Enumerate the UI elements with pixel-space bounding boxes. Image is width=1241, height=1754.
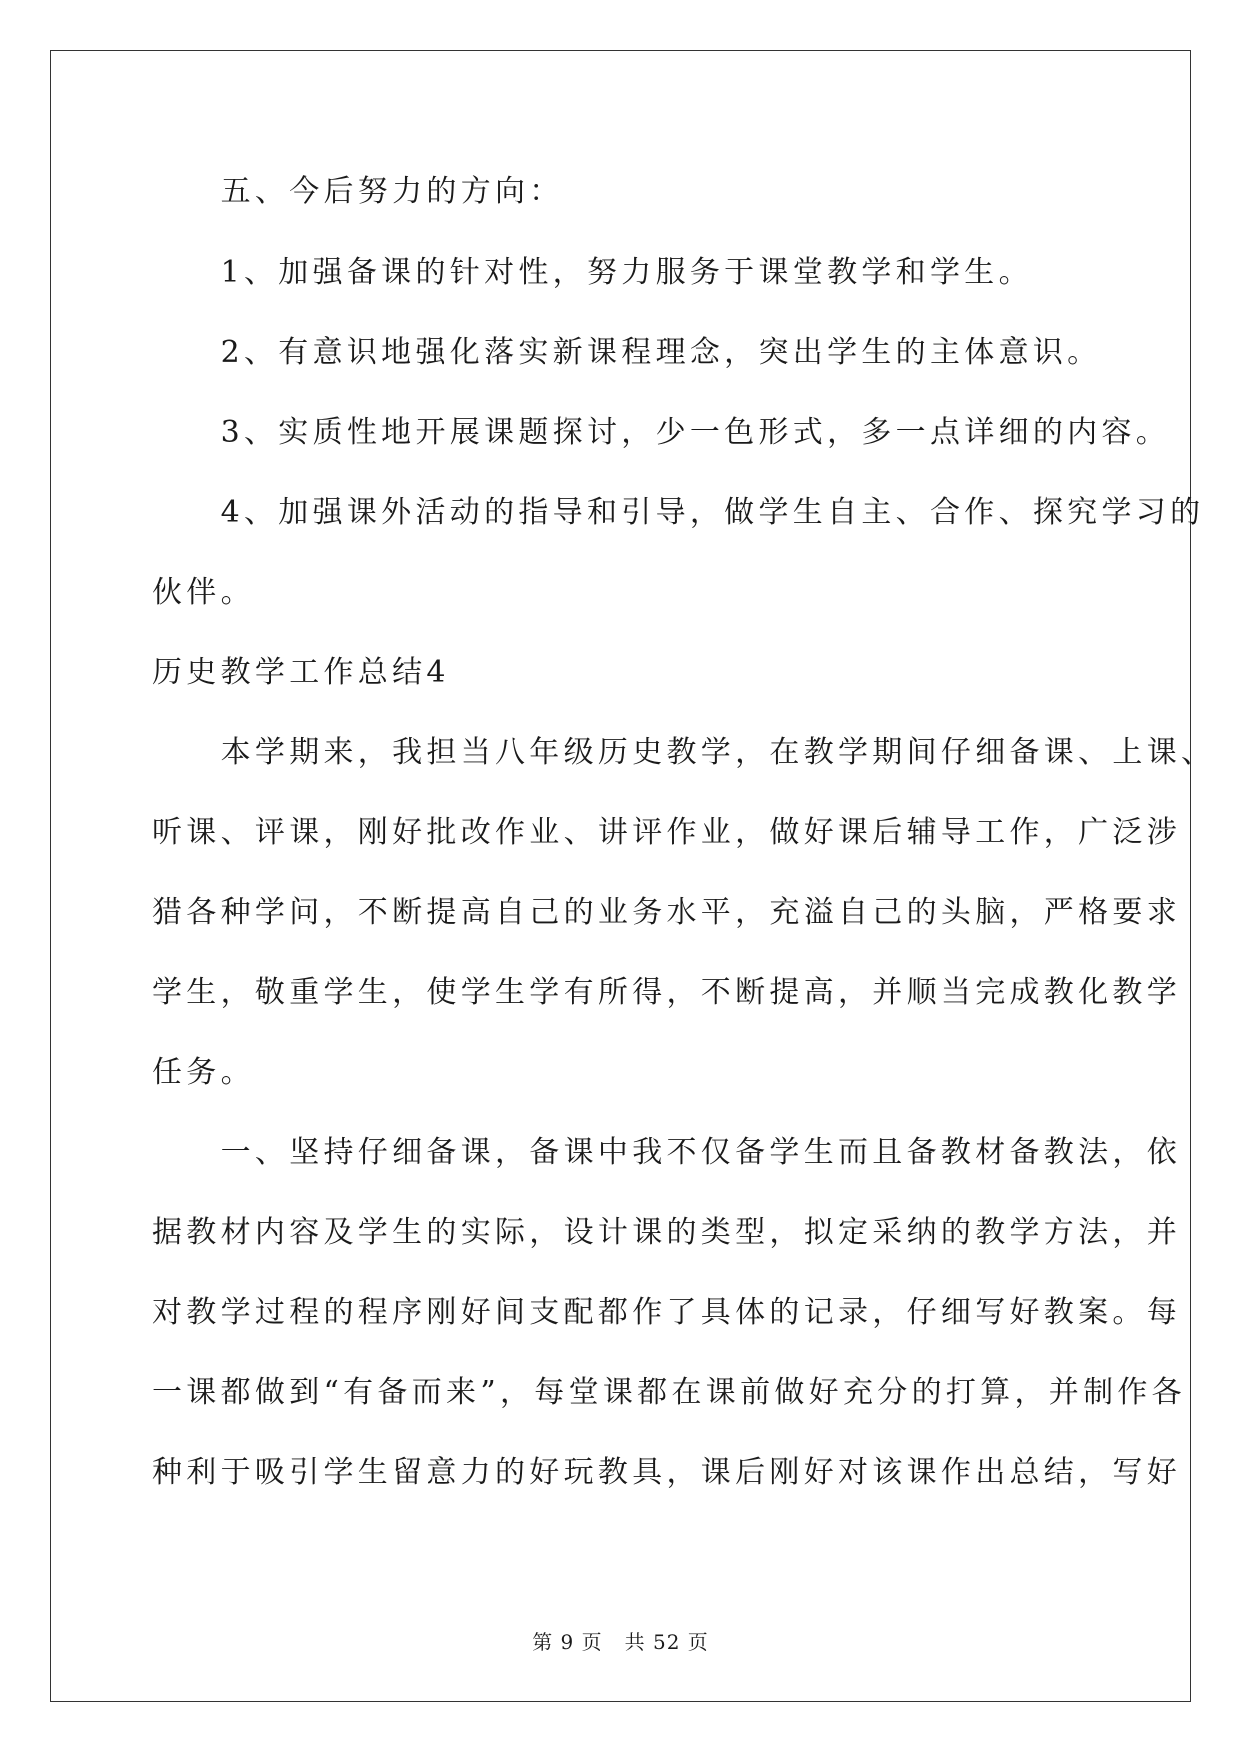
page-total: 共 52 页 bbox=[624, 1630, 709, 1654]
paragraph-line: 任务。 bbox=[152, 1055, 255, 1090]
paragraph-line: 对教学过程的程序刚好间支配都作了具体的记录，仔细写好教案。每 bbox=[152, 1295, 1181, 1330]
paragraph-line: 听课、评课，刚好批改作业、讲评作业，做好课后辅导工作，广泛涉 bbox=[152, 815, 1181, 850]
paragraph-line: 学生，敬重学生，使学生学有所得，不断提高，并顺当完成教化教学 bbox=[152, 975, 1181, 1010]
paragraph-line: 4、加强课外活动的指导和引导，做学生自主、合作、探究学习的 bbox=[152, 495, 1205, 530]
page-footer bbox=[0, 1628, 1241, 1656]
paragraph-line: 猎各种学问，不断提高自己的业务水平，充溢自己的头脑，严格要求 bbox=[152, 895, 1181, 930]
paragraph-line: 五、今后努力的方向： bbox=[152, 174, 564, 209]
paragraph-line: 伙伴。 bbox=[152, 575, 255, 610]
section-heading: 历史教学工作总结4 bbox=[152, 655, 450, 690]
paragraph-line: 1、加强备课的针对性，努力服务于课堂教学和学生。 bbox=[152, 255, 1033, 290]
paragraph-line: 据教材内容及学生的实际，设计课的类型，拟定采纳的教学方法，并 bbox=[152, 1215, 1181, 1250]
page-number: 第 9 页 bbox=[532, 1630, 603, 1654]
paragraph-line: 种利于吸引学生留意力的好玩教具，课后刚好对该课作出总结，写好 bbox=[152, 1455, 1181, 1490]
paragraph-line: 3、实质性地开展课题探讨，少一色形式，多一点详细的内容。 bbox=[152, 415, 1171, 450]
paragraph-line: 本学期来，我担当八年级历史教学，在教学期间仔细备课、上课、 bbox=[152, 735, 1216, 770]
paragraph-line: 2、有意识地强化落实新课程理念，突出学生的主体意识。 bbox=[152, 335, 1102, 370]
paragraph-line: 一课都做到“有备而来”，每堂课都在课前做好充分的打算，并制作各 bbox=[152, 1375, 1186, 1410]
paragraph-line: 一、坚持仔细备课，备课中我不仅备学生而且备教材备教法，依 bbox=[152, 1135, 1181, 1170]
